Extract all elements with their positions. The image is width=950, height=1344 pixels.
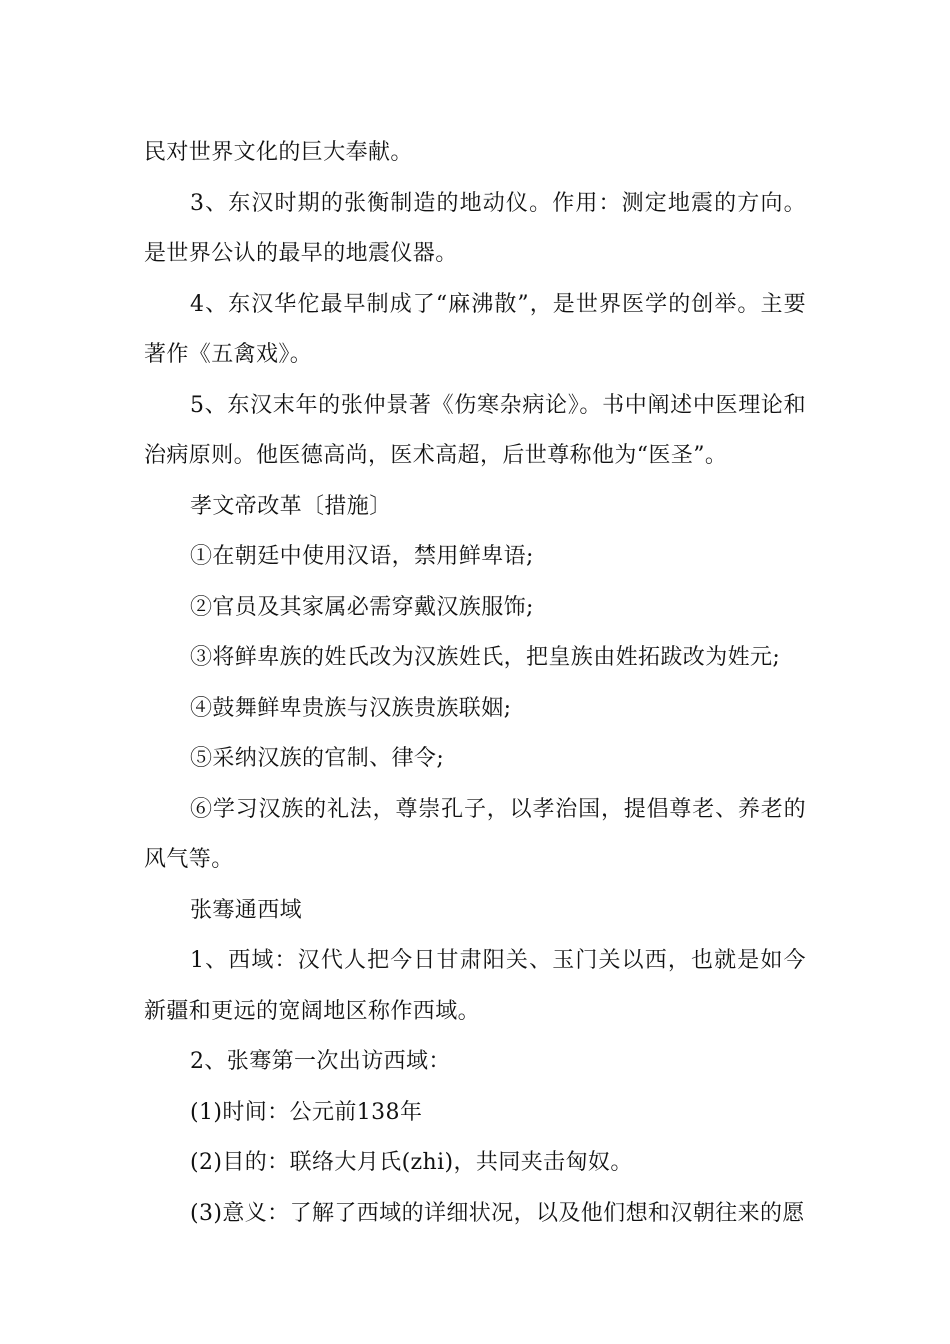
list-item: ①在朝廷中使用汉语，禁用鲜卑语; (190, 544, 534, 569)
list-item: ⑥学习汉族的礼法，尊崇孔子，以孝治国，提倡尊老、养老的风气等。 (144, 796, 806, 872)
list-item: ②官员及其家属必需穿戴汉族服饰; (190, 594, 534, 620)
section-heading: 孝文帝改革〔措施〕 (190, 493, 392, 519)
list-item: ③将鲜卑族的姓氏改为汉族姓氏，把皇族由姓拓跋改为姓元; (190, 645, 781, 670)
list-item: ④鼓舞鲜卑贵族与汉族贵族联姻; (190, 695, 512, 721)
section-heading: 张骞通西域 (190, 897, 303, 923)
paragraph: 民对世界文化的巨大奉献。 (144, 140, 413, 165)
list-item: ⑤采纳汉族的官制、律令; (190, 746, 445, 771)
paragraph: 5、东汉末年的张仲景著《伤寒杂病论》。书中阐述中医理论和治病原则。他医德高尚，医术高超，后世尊称他为“医圣”。 (144, 392, 806, 468)
document-body (144, 128, 806, 1239)
paragraph: 4、东汉华佗最早制成了“麻沸散”，是世界医学的创举。主要著作《五禽戏》。 (144, 291, 806, 367)
paragraph: 3、东汉时期的张衡制造的地动仪。作用：测定地震的方向。是世界公认的最早的地震仪器。 (144, 190, 806, 266)
list-item: (3)意义：了解了西域的详细状况，以及他们想和汉朝往来的愿 (190, 1200, 805, 1226)
list-item: (2)目的：联络大月氏(zhi)，共同夹击匈奴。 (190, 1150, 633, 1175)
paragraph: 1、西域：汉代人把今日甘肃阳关、玉门关以西，也就是如今新疆和更远的宽阔地区称作西域。 (144, 948, 806, 1024)
list-item: (1)时间：公元前138年 (190, 1099, 423, 1125)
paragraph: 2、张骞第一次出访西域： (190, 1049, 451, 1074)
